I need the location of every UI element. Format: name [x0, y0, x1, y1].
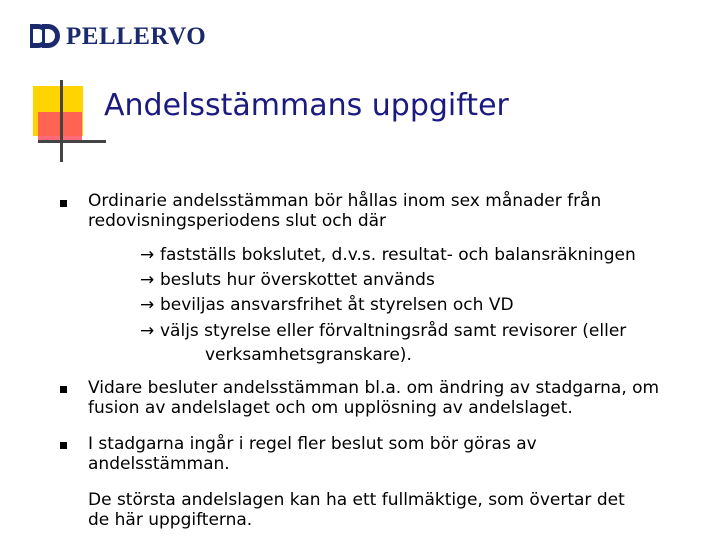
closing-line: de här uppgifterna.: [88, 510, 253, 530]
sub-item: [140, 295, 514, 315]
sub-item-text: besluts hur överskottet används: [160, 270, 435, 290]
sub-item: [140, 321, 626, 341]
sub-item: [140, 245, 636, 265]
arrow-icon: →: [140, 270, 155, 290]
bullet-line: andelsstämman.: [88, 454, 230, 474]
bullet-line: Ordinarie andelsstämman bör hållas inom sex månader från: [88, 191, 602, 211]
bullet-line: Vidare besluter andelsstämman bl.a. om ändring av stadgarna, om: [88, 378, 660, 398]
pellervo-logo: [28, 22, 206, 50]
sub-item-text: väljs styrelse eller förvaltningsråd samt revisorer (eller: [160, 321, 627, 341]
sub-item: [140, 270, 435, 290]
bullet-marker: [60, 386, 67, 393]
sub-item-text: beviljas ansvarsfrihet åt styrelsen och VD: [160, 295, 514, 315]
decorative-horizontal-line: [38, 140, 106, 143]
bullet-line: I stadgarna ingår i regel fler beslut som bör göras av: [88, 434, 537, 454]
bullet-marker: [60, 200, 67, 207]
bullet-text: [88, 434, 537, 474]
logo-text: PELLERVO: [66, 22, 207, 50]
bullet-line: redovisningsperiodens slut och där: [88, 211, 387, 231]
closing-line: De största andelslagen kan ha ett fullmäktige, som övertar det: [88, 490, 625, 510]
arrow-icon: →: [140, 295, 155, 315]
bullet-line: fusion av andelslaget och om upplösning av andelslaget.: [88, 398, 573, 418]
arrow-icon: →: [140, 321, 155, 341]
arrow-icon: →: [140, 245, 155, 265]
sub-item-continuation: verksamhetsgranskare).: [205, 345, 412, 365]
slide-title: Andelsstämmans uppgifter: [104, 88, 509, 123]
sub-item-text: fastställs bokslutet, d.v.s. resultat- och balansräkningen: [160, 245, 636, 265]
bullet-text: [88, 191, 601, 231]
decorative-vertical-line: [60, 80, 63, 162]
bullet-marker: [60, 442, 67, 449]
bullet-text: [88, 378, 659, 418]
closing-paragraph: [88, 490, 625, 530]
double-d-logo-icon: [28, 22, 62, 50]
